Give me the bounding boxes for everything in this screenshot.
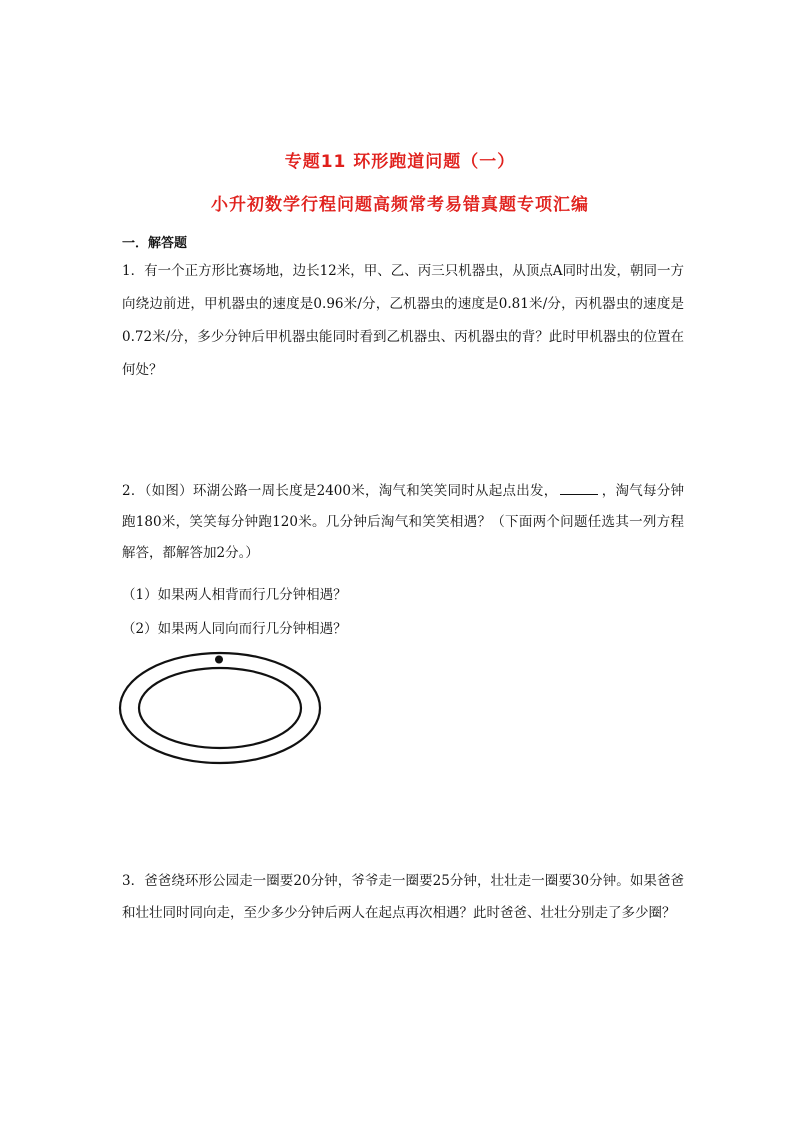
question-3: 3．爸爸绕环形公园走一圈要20分钟，爷爷走一圈要25分钟，壮壮走一圈要30分钟。如果爸爸和壮壮同时同向走，至少多少分钟后两人在起点再次相遇？此时爸爸、壮壮分别走了多少圈？ bbox=[122, 873, 684, 921]
sub-question-1: （1）如果两人相背而行几分钟相遇？ bbox=[122, 587, 347, 603]
section-heading: 一．解答题 bbox=[122, 236, 188, 251]
question-1: 1．有一个正方形比赛场地，边长12米，甲、乙、丙三只机器虫，从顶点A同时出发，朝同一方向绕边前进，甲机器虫的速度是0.96米/分，乙机器虫的速度是0.81米/分，丙机器虫的速度是0.72米/分，多少分钟后甲机器虫能同时看到乙机器虫、丙机器虫的背？此时甲机器虫的位置在何处？ bbox=[122, 263, 685, 378]
question-2-text-before-blank: 2．（如图）环湖公路一周长度是2400米，淘气和笑笑同时从起点出发， bbox=[122, 483, 558, 499]
sub-question-2: （2）如果两人同向而行几分钟相遇？ bbox=[122, 621, 347, 637]
page-title: 专题11 环形跑道问题（一） bbox=[284, 152, 516, 172]
lake-road-diagram bbox=[118, 650, 328, 765]
page-subtitle: 小升初数学行程问题高频常考易错真题专项汇编 bbox=[211, 195, 589, 215]
answer-blank bbox=[560, 482, 598, 495]
question-2 bbox=[122, 476, 684, 569]
inner-track-ellipse bbox=[139, 668, 301, 748]
question-2-text-after-blank: ，淘气每分钟跑180米，笑笑每分钟跑120米。几分钟后淘气和笑笑相遇？（下面两个问题任选其一列方程解答，都解答加2分。） bbox=[122, 483, 684, 561]
outer-track-ellipse bbox=[120, 653, 320, 763]
start-point-dot bbox=[215, 656, 223, 664]
